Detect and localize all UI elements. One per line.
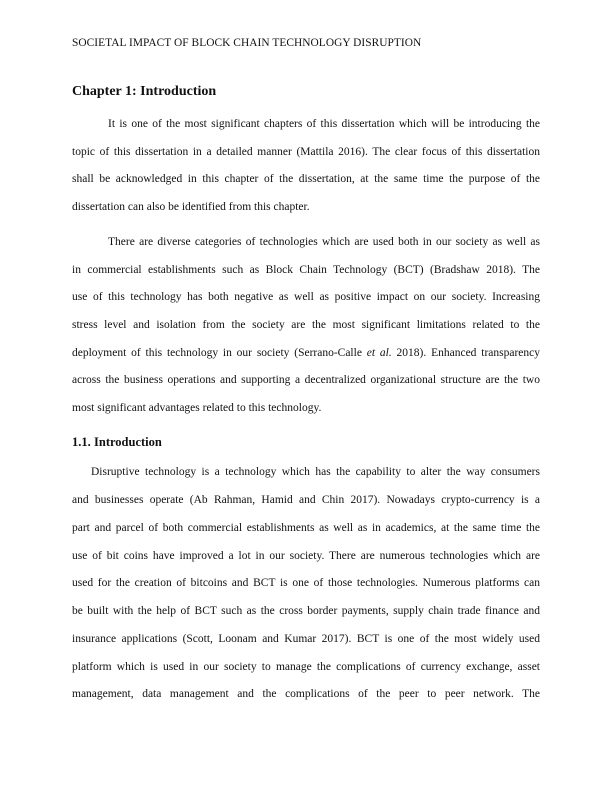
paragraph-2-line-2: in commercial establishments such as Block Chain Technology (BCT) (Bradshaw 2018). The (72, 264, 540, 276)
section-number: 1.1. (72, 435, 91, 449)
section-line-9: management, data management and the complications of the peer to peer network. The (72, 688, 540, 700)
section-line-3: part and parcel of both commercial establishments as well as in academics, at the same time the (72, 522, 540, 534)
section-line-5: used for the creation of bitcoins and BCT is one of those technologies. Numerous platforms can (72, 577, 540, 589)
paragraph-2-line-4: stress level and isolation from the society are the most significant limitations related to the (72, 319, 540, 331)
paragraph-1-line-4: dissertation can also be identified from this chapter. (72, 201, 310, 213)
section-line-4: use of bit coins have improved a lot in our society. There are numerous technologies which are (72, 550, 540, 562)
section-line-1: Disruptive technology is a technology which has the capability to alter the way consumers (91, 466, 540, 478)
paragraph-1-line-1: It is one of the most significant chapters of this dissertation which will be introducing the (108, 118, 540, 130)
line-5-text: deployment of this technology in our society (Serrano-Calle (72, 347, 367, 359)
section-line-6: be built with the help of BCT such as the cross border payments, supply chain trade finance and (72, 605, 540, 617)
paragraph-2-line-6: across the business operations and supporting a decentralized organizational structure are the two (72, 374, 540, 386)
section-title-text: Introduction (94, 435, 162, 449)
paragraph-2-line-1: There are diverse categories of technologies which are used both in our society as well as (108, 236, 540, 248)
paragraph-1-line-3: shall be acknowledged in this chapter of the dissertation, at the same time the purpose of the (72, 173, 540, 185)
paragraph-2-line-3: use of this technology has both negative as well as positive impact on our society. Increasing (72, 291, 540, 303)
section-line-8: platform which is used in our society to manage the complications of currency exchange, asset (72, 661, 540, 673)
section-line-7: insurance applications (Scott, Loonam and Kumar 2017). BCT is one of the most widely used (72, 633, 540, 645)
paragraph-2-line-5 (72, 339, 540, 367)
paragraph-1-line-2: topic of this dissertation in a detailed manner (Mattila 2016). The clear focus of this dissertation (72, 146, 540, 158)
running-head: SOCIETAL IMPACT OF BLOCK CHAIN TECHNOLOGY DISRUPTION (72, 37, 422, 49)
section-heading (72, 435, 162, 450)
section-line-2: and businesses operate (Ab Rahman, Hamid and Chin 2017). Nowadays crypto-currency is a (72, 494, 540, 506)
line-5-tail: 2018). Enhanced transparency (391, 347, 540, 359)
chapter-title: Chapter 1: Introduction (72, 84, 217, 99)
paragraph-2-line-7: most significant advantages related to this technology. (72, 402, 322, 414)
italic-et-al: et al. (366, 347, 392, 359)
